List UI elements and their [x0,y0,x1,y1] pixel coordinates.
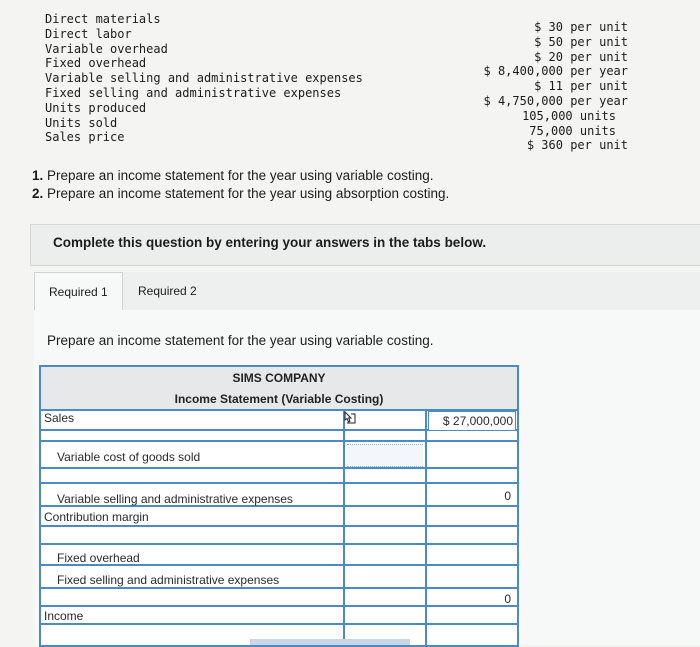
label-variable-sga: Variable selling and administrative expenses [45,71,363,86]
variable-cogs-input[interactable] [347,444,423,467]
value-units-produced: 105,000 units [522,108,616,123]
row-line [41,605,517,607]
instruction-2: 2. Prepare an income statement for the year using absorption costing. [32,186,450,201]
row-label-income: Income [44,609,84,623]
complete-prompt: Complete this question by entering your answers in the tabs below. [53,235,487,250]
question-text: Prepare an income statement for the year using variable costing. [47,333,434,348]
row-label-variable-cogs: Variable cost of goods sold [57,450,201,464]
column-divider [425,409,427,645]
row-label-variable-sga: Variable selling and administrative expenses [57,492,293,506]
value-variable-sga: $ 11 per unit [534,79,628,94]
value-direct-labor: $ 50 per unit [534,34,628,49]
row-line [41,440,517,442]
income-statement-table [39,365,519,647]
value-fixed-overhead: $ 8,400,000 per year [483,64,628,79]
tab-panel [34,272,700,645]
row-line [41,623,517,625]
complete-banner [30,224,700,266]
row-line [41,525,517,527]
tab-required-2[interactable]: Required 2 [138,284,197,298]
row-line [41,467,517,469]
sales-value: $ 27,000,000 [442,414,513,428]
label-variable-overhead: Variable overhead [45,41,168,56]
row-line [41,482,517,484]
row-label-sales: Sales [44,411,75,425]
company-name: SIMS COMPANY [232,371,326,385]
row-label-contribution-margin: Contribution margin [44,510,149,524]
label-fixed-overhead: Fixed overhead [45,56,147,71]
value-sales-price: $ 360 per unit [526,138,628,153]
tab-content [34,310,700,645]
value-variable-overhead: $ 20 per unit [534,49,628,64]
row-label-fixed-sga: Fixed selling and administrative expenses [57,573,280,587]
value-fixed-sga: $ 4,750,000 per year [483,93,628,108]
income-value[interactable]: 0 [504,592,511,606]
value-units-sold: 75,000 units [529,123,616,138]
row-label-fixed-overhead: Fixed overhead [57,551,140,565]
value-direct-materials: $ 30 per unit [534,20,628,34]
tab-required-1[interactable]: Required 1 [34,272,123,311]
scrollbar[interactable] [250,639,410,645]
variable-sga-total[interactable]: 0 [504,489,511,503]
label-direct-labor: Direct labor [45,26,132,41]
label-sales-price: Sales price [45,130,125,145]
given-data-labels [45,12,363,145]
sales-value-cell[interactable] [428,411,516,431]
given-data-values [484,20,629,153]
label-fixed-sga: Fixed selling and administrative expenses [45,85,342,100]
column-divider [343,409,345,645]
label-units-sold: Units sold [45,115,118,130]
row-line [41,543,517,545]
label-units-produced: Units produced [45,100,147,115]
instruction-1: 1. Prepare an income statement for the year using variable costing. [32,168,434,183]
pointer-cursor-icon [341,411,357,425]
row-line [41,587,517,589]
instructions [32,167,449,203]
statement-title: Income Statement (Variable Costing) [174,392,384,406]
label-direct-materials: Direct materials [45,12,161,26]
